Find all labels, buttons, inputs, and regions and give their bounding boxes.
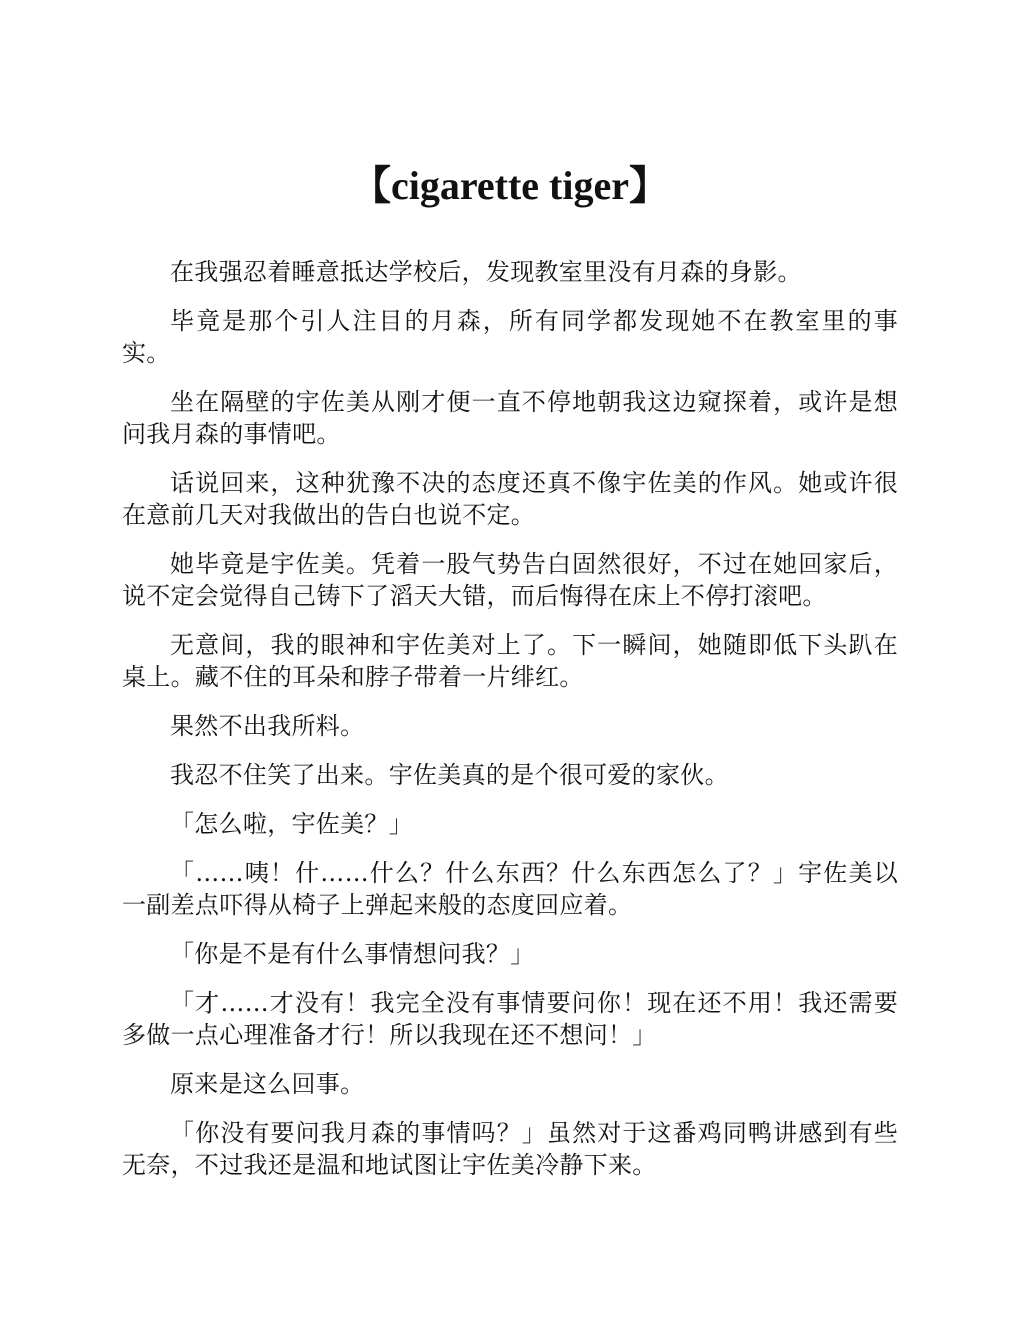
paragraph: 她毕竟是宇佐美。凭着一股气势告白固然很好，不过在她回家后，说不定会觉得自己铸下了滔天大错，而后悔得在床上不停打滚吧。 <box>122 550 898 610</box>
chapter-title: 【cigarette tiger】 <box>351 163 669 208</box>
dialogue-paragraph: 「你是不是有什么事情想问我？」 <box>170 940 535 968</box>
paragraph: 毕竟是那个引人注目的月森，所有同学都发现她不在教室里的事实。 <box>122 307 898 367</box>
paragraph: 原来是这么回事。 <box>170 1070 365 1098</box>
paragraph: 无意间，我的眼神和宇佐美对上了。下一瞬间，她随即低下头趴在桌上。藏不住的耳朵和脖子带着一片绯红。 <box>122 631 898 691</box>
paragraph: 我忍不住笑了出来。宇佐美真的是个很可爱的家伙。 <box>170 761 729 789</box>
paragraph: 在我强忍着睡意抵达学校后，发现教室里没有月森的身影。 <box>170 258 802 286</box>
paragraph: 果然不出我所料。 <box>170 712 365 740</box>
body-text <box>122 256 898 1198</box>
paragraph: 话说回来，这种犹豫不决的态度还真不像宇佐美的作风。她或许很在意前几天对我做出的告白也说不定。 <box>122 469 898 529</box>
paragraph: 坐在隔壁的宇佐美从刚才便一直不停地朝我这边窥探着，或许是想问我月森的事情吧。 <box>122 388 898 448</box>
dialogue-paragraph: 「才……才没有！我完全没有事情要问你！现在还不用！我还需要多做一点心理准备才行！所以我现在还不想问！」 <box>122 989 898 1049</box>
dialogue-paragraph: 「怎么啦，宇佐美？」 <box>170 810 413 838</box>
dialogue-paragraph: 「……咦！什……什么？什么东西？什么东西怎么了？」宇佐美以一副差点吓得从椅子上弹起来般的态度回应着。 <box>122 859 898 919</box>
dialogue-paragraph: 「你没有要问我月森的事情吗？」虽然对于这番鸡同鸭讲感到有些无奈，不过我还是温和地试图让宇佐美冷静下来。 <box>122 1119 898 1179</box>
